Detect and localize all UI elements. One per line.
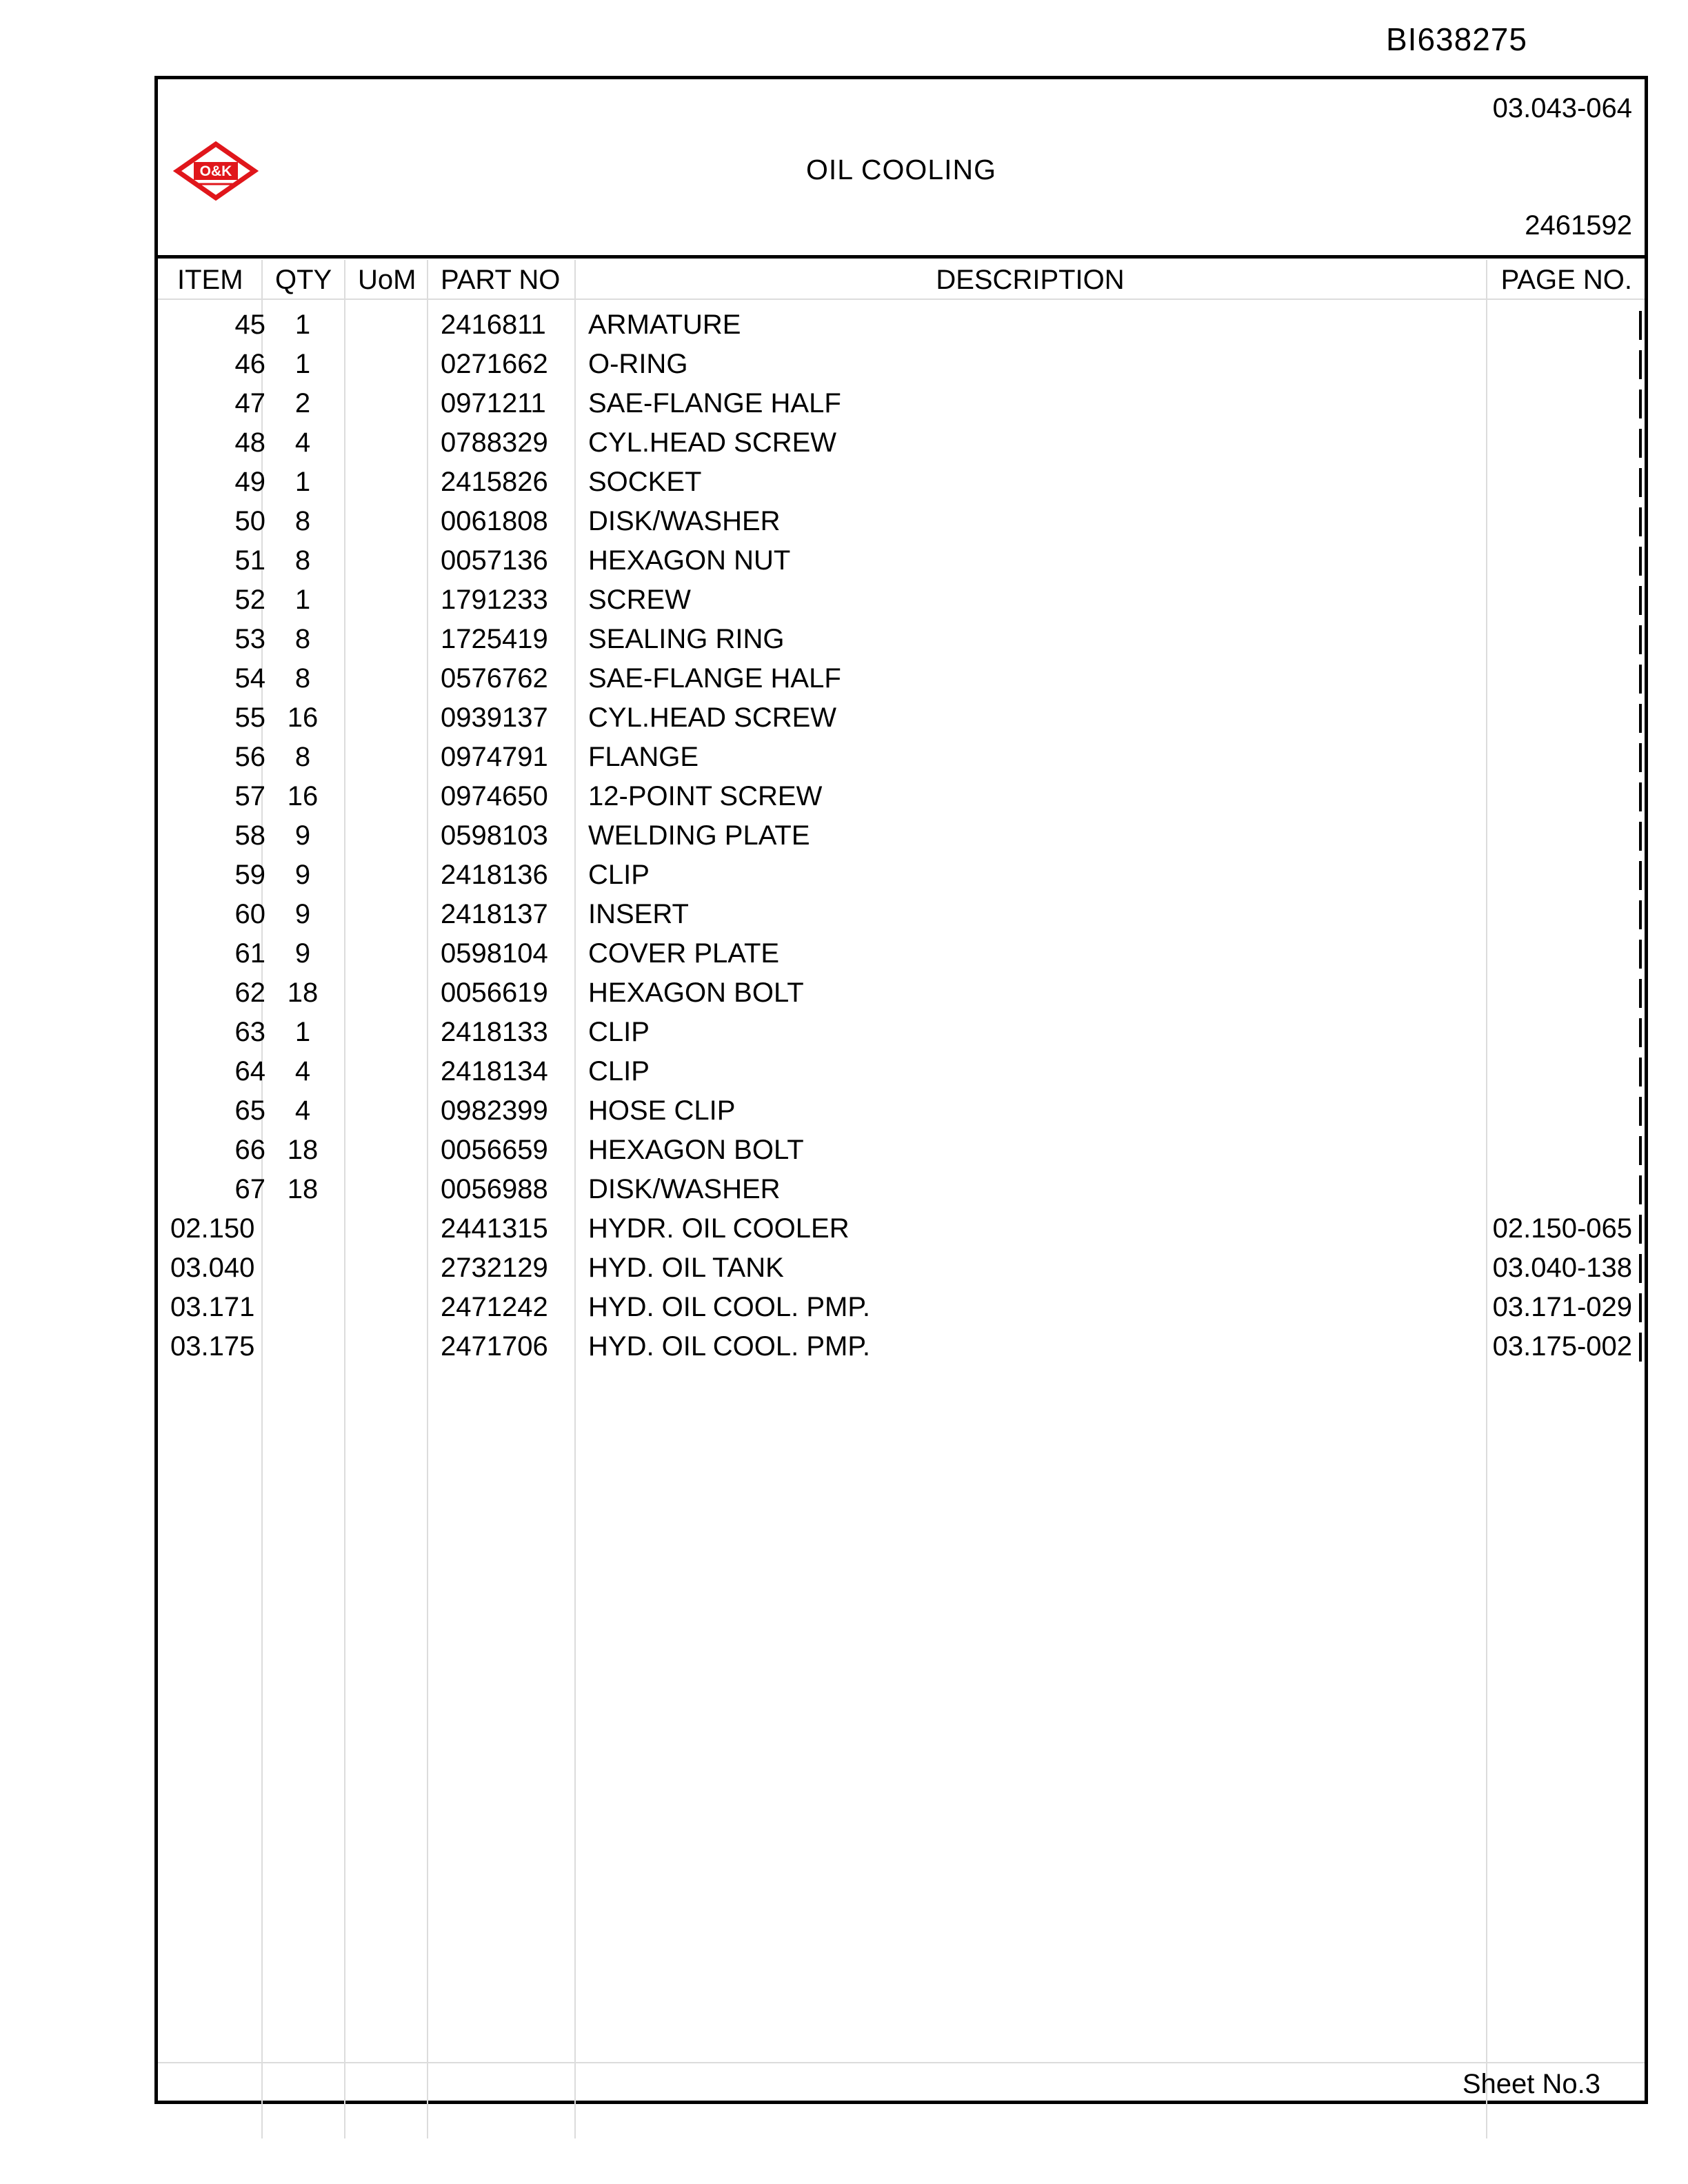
table-row bbox=[158, 738, 1645, 777]
row-edge-mark bbox=[1639, 1097, 1642, 1126]
part-number-cell: 0271662 bbox=[441, 349, 548, 379]
description-cell: SEALING RING bbox=[588, 624, 785, 654]
column-header-item: ITEM bbox=[177, 265, 243, 295]
row-edge-mark bbox=[1639, 390, 1642, 418]
table-row bbox=[158, 777, 1645, 816]
item-cell: 67 bbox=[234, 1174, 265, 1204]
row-edge-mark bbox=[1639, 704, 1642, 733]
part-number-cell: 0576762 bbox=[441, 663, 548, 694]
qty-cell: 1 bbox=[294, 349, 311, 379]
part-number-cell: 0057136 bbox=[441, 545, 548, 576]
part-number-cell: 0971211 bbox=[441, 388, 546, 418]
table-row bbox=[158, 502, 1645, 541]
item-cell: 52 bbox=[234, 585, 265, 615]
item-cell: 58 bbox=[234, 820, 265, 851]
description-cell: HEXAGON BOLT bbox=[588, 1135, 804, 1165]
part-number-cell: 1791233 bbox=[441, 585, 548, 615]
row-edge-mark bbox=[1639, 625, 1642, 654]
description-cell: CYL.HEAD SCREW bbox=[588, 427, 837, 458]
page-number-cell: 02.150-065 bbox=[1492, 1213, 1632, 1244]
item-cell: 55 bbox=[234, 702, 265, 733]
description-cell: O-RING bbox=[588, 349, 688, 379]
assembly-number: 2461592 bbox=[1525, 210, 1632, 241]
column-header-uom: UoM bbox=[358, 265, 416, 295]
item-cell: 51 bbox=[234, 545, 265, 576]
item-cell: 50 bbox=[234, 506, 265, 536]
qty-cell: 8 bbox=[294, 545, 311, 576]
item-cell: 47 bbox=[234, 388, 265, 418]
row-edge-mark bbox=[1639, 1175, 1642, 1204]
description-cell: HYD. OIL COOL. PMP. bbox=[588, 1292, 871, 1322]
table-row bbox=[158, 816, 1645, 856]
table-row bbox=[158, 1013, 1645, 1052]
description-cell: HYD. OIL COOL. PMP. bbox=[588, 1331, 871, 1362]
item-cell: 66 bbox=[234, 1135, 265, 1165]
qty-cell: 18 bbox=[287, 978, 319, 1008]
column-header-qty: QTY bbox=[275, 265, 332, 295]
part-number-cell: 2418134 bbox=[441, 1056, 548, 1086]
part-number-cell: 2441315 bbox=[441, 1213, 548, 1244]
page-number-cell: 03.040-138 bbox=[1492, 1253, 1632, 1283]
table-row bbox=[158, 1091, 1645, 1131]
sheet-number: Sheet No.3 bbox=[1462, 2069, 1600, 2099]
item-cell: 65 bbox=[234, 1095, 265, 1126]
item-cell: 59 bbox=[234, 860, 265, 890]
table-row bbox=[158, 384, 1645, 423]
row-edge-mark bbox=[1639, 429, 1642, 458]
description-cell: SAE-FLANGE HALF bbox=[588, 388, 841, 418]
row-edge-mark bbox=[1639, 1254, 1642, 1283]
item-cell: 46 bbox=[234, 349, 265, 379]
description-cell: CYL.HEAD SCREW bbox=[588, 702, 837, 733]
item-cell: 64 bbox=[234, 1056, 265, 1086]
row-edge-mark bbox=[1639, 782, 1642, 811]
item-cell: 53 bbox=[234, 624, 265, 654]
qty-cell: 1 bbox=[294, 310, 311, 340]
table-row bbox=[158, 895, 1645, 934]
row-edge-mark bbox=[1639, 1215, 1642, 1244]
table-row bbox=[158, 1288, 1645, 1327]
part-number-cell: 0939137 bbox=[441, 702, 548, 733]
item-cell: 48 bbox=[234, 427, 265, 458]
footer-rule bbox=[158, 2062, 1645, 2063]
table-row bbox=[158, 1209, 1645, 1248]
table-row bbox=[158, 463, 1645, 502]
part-number-cell: 0061808 bbox=[441, 506, 548, 536]
description-cell: HYDR. OIL COOLER bbox=[588, 1213, 850, 1244]
qty-cell: 9 bbox=[294, 860, 311, 890]
row-edge-mark bbox=[1639, 547, 1642, 576]
qty-cell: 16 bbox=[287, 781, 319, 811]
header-rule bbox=[158, 299, 1645, 300]
part-number-cell: 2418133 bbox=[441, 1017, 548, 1047]
part-number-cell: 2732129 bbox=[441, 1253, 548, 1283]
description-cell: COVER PLATE bbox=[588, 938, 780, 969]
qty-cell: 9 bbox=[294, 938, 311, 969]
description-cell: DISK/WASHER bbox=[588, 1174, 781, 1204]
item-cell: 03.040 bbox=[170, 1253, 255, 1283]
row-edge-mark bbox=[1639, 350, 1642, 379]
column-header-description: DESCRIPTION bbox=[936, 265, 1125, 295]
item-cell: 63 bbox=[234, 1017, 265, 1047]
description-cell: HEXAGON NUT bbox=[588, 545, 791, 576]
qty-cell: 9 bbox=[294, 820, 311, 851]
svg-text:O&K: O&K bbox=[199, 163, 232, 179]
group-number: 03.043-064 bbox=[1492, 93, 1632, 123]
description-cell: INSERT bbox=[588, 899, 689, 929]
part-number-cell: 2415826 bbox=[441, 467, 548, 497]
qty-cell: 18 bbox=[287, 1135, 319, 1165]
description-cell: DISK/WASHER bbox=[588, 506, 781, 536]
item-cell: 02.150 bbox=[170, 1213, 255, 1244]
qty-cell: 4 bbox=[294, 1095, 311, 1126]
table-row bbox=[158, 1052, 1645, 1091]
table-row bbox=[158, 698, 1645, 738]
column-header-page-no: PAGE NO. bbox=[1500, 265, 1632, 295]
table-row bbox=[158, 934, 1645, 973]
item-cell: 61 bbox=[234, 938, 265, 969]
description-cell: ARMATURE bbox=[588, 310, 741, 340]
page-title: OIL COOLING bbox=[805, 154, 997, 185]
sheet-header bbox=[158, 79, 1645, 259]
item-cell: 62 bbox=[234, 978, 265, 1008]
table-row bbox=[158, 305, 1645, 345]
row-edge-mark bbox=[1639, 940, 1642, 969]
table-row bbox=[158, 541, 1645, 580]
table-row bbox=[158, 659, 1645, 698]
qty-cell: 9 bbox=[294, 899, 311, 929]
part-number-cell: 0974650 bbox=[441, 781, 548, 811]
item-cell: 57 bbox=[234, 781, 265, 811]
part-number-cell: 1725419 bbox=[441, 624, 548, 654]
description-cell: CLIP bbox=[588, 1056, 650, 1086]
row-edge-mark bbox=[1639, 586, 1642, 615]
part-number-cell: 0056659 bbox=[441, 1135, 548, 1165]
description-cell: 12-POINT SCREW bbox=[588, 781, 823, 811]
row-edge-mark bbox=[1639, 1136, 1642, 1165]
part-number-cell: 0788329 bbox=[441, 427, 548, 458]
part-number-cell: 2471706 bbox=[441, 1331, 548, 1362]
table-row bbox=[158, 1170, 1645, 1209]
qty-cell: 2 bbox=[294, 388, 311, 418]
qty-cell: 8 bbox=[294, 742, 311, 772]
row-edge-mark bbox=[1639, 665, 1642, 694]
row-edge-mark bbox=[1639, 900, 1642, 929]
item-cell: 56 bbox=[234, 742, 265, 772]
qty-cell: 1 bbox=[294, 1017, 311, 1047]
part-number-cell: 2416811 bbox=[441, 310, 546, 340]
row-edge-mark bbox=[1639, 822, 1642, 851]
row-edge-mark bbox=[1639, 1293, 1642, 1322]
row-edge-mark bbox=[1639, 507, 1642, 536]
part-number-cell: 2471242 bbox=[441, 1292, 548, 1322]
item-cell: 54 bbox=[234, 663, 265, 694]
description-cell: FLANGE bbox=[588, 742, 699, 772]
table-row bbox=[158, 856, 1645, 895]
item-cell: 60 bbox=[234, 899, 265, 929]
row-edge-mark bbox=[1639, 1333, 1642, 1362]
page-number-cell: 03.175-002 bbox=[1492, 1331, 1632, 1362]
qty-cell: 1 bbox=[294, 585, 311, 615]
description-cell: SOCKET bbox=[588, 467, 702, 497]
qty-cell: 16 bbox=[287, 702, 319, 733]
item-cell: 03.171 bbox=[170, 1292, 255, 1322]
row-edge-mark bbox=[1639, 468, 1642, 497]
part-number-cell: 2418137 bbox=[441, 899, 548, 929]
table-row bbox=[158, 1131, 1645, 1170]
table-row bbox=[158, 620, 1645, 659]
item-cell: 45 bbox=[234, 310, 265, 340]
description-cell: HOSE CLIP bbox=[588, 1095, 736, 1126]
description-cell: SAE-FLANGE HALF bbox=[588, 663, 841, 694]
qty-cell: 8 bbox=[294, 624, 311, 654]
parts-list-sheet bbox=[154, 76, 1648, 2104]
description-cell: HYD. OIL TANK bbox=[588, 1253, 784, 1283]
description-cell: HEXAGON BOLT bbox=[588, 978, 804, 1008]
column-header-part-no: PART NO bbox=[441, 265, 561, 295]
row-edge-mark bbox=[1639, 861, 1642, 890]
table-row bbox=[158, 423, 1645, 463]
qty-cell: 4 bbox=[294, 1056, 311, 1086]
qty-cell: 1 bbox=[294, 467, 311, 497]
row-edge-mark bbox=[1639, 311, 1642, 340]
table-row bbox=[158, 580, 1645, 620]
row-edge-mark bbox=[1639, 743, 1642, 772]
part-number-cell: 0056619 bbox=[441, 978, 548, 1008]
description-cell: CLIP bbox=[588, 1017, 650, 1047]
table-row bbox=[158, 973, 1645, 1013]
row-edge-mark bbox=[1639, 1018, 1642, 1047]
table-row bbox=[158, 1248, 1645, 1288]
document-id: BI638275 bbox=[1386, 21, 1527, 57]
part-number-cell: 0598104 bbox=[441, 938, 548, 969]
part-number-cell: 0056988 bbox=[441, 1174, 548, 1204]
description-cell: WELDING PLATE bbox=[588, 820, 810, 851]
row-edge-mark bbox=[1639, 979, 1642, 1008]
row-edge-mark bbox=[1639, 1058, 1642, 1086]
part-number-cell: 0974791 bbox=[441, 742, 548, 772]
qty-cell: 8 bbox=[294, 506, 311, 536]
table-row bbox=[158, 345, 1645, 384]
item-cell: 49 bbox=[234, 467, 265, 497]
page-number-cell: 03.171-029 bbox=[1492, 1292, 1632, 1322]
part-number-cell: 0598103 bbox=[441, 820, 548, 851]
table-row bbox=[158, 1327, 1645, 1366]
qty-cell: 18 bbox=[287, 1174, 319, 1204]
part-number-cell: 2418136 bbox=[441, 860, 548, 890]
part-number-cell: 0982399 bbox=[441, 1095, 548, 1126]
description-cell: SCREW bbox=[588, 585, 691, 615]
qty-cell: 4 bbox=[294, 427, 311, 458]
item-cell: 03.175 bbox=[170, 1331, 255, 1362]
qty-cell: 8 bbox=[294, 663, 311, 694]
description-cell: CLIP bbox=[588, 860, 650, 890]
